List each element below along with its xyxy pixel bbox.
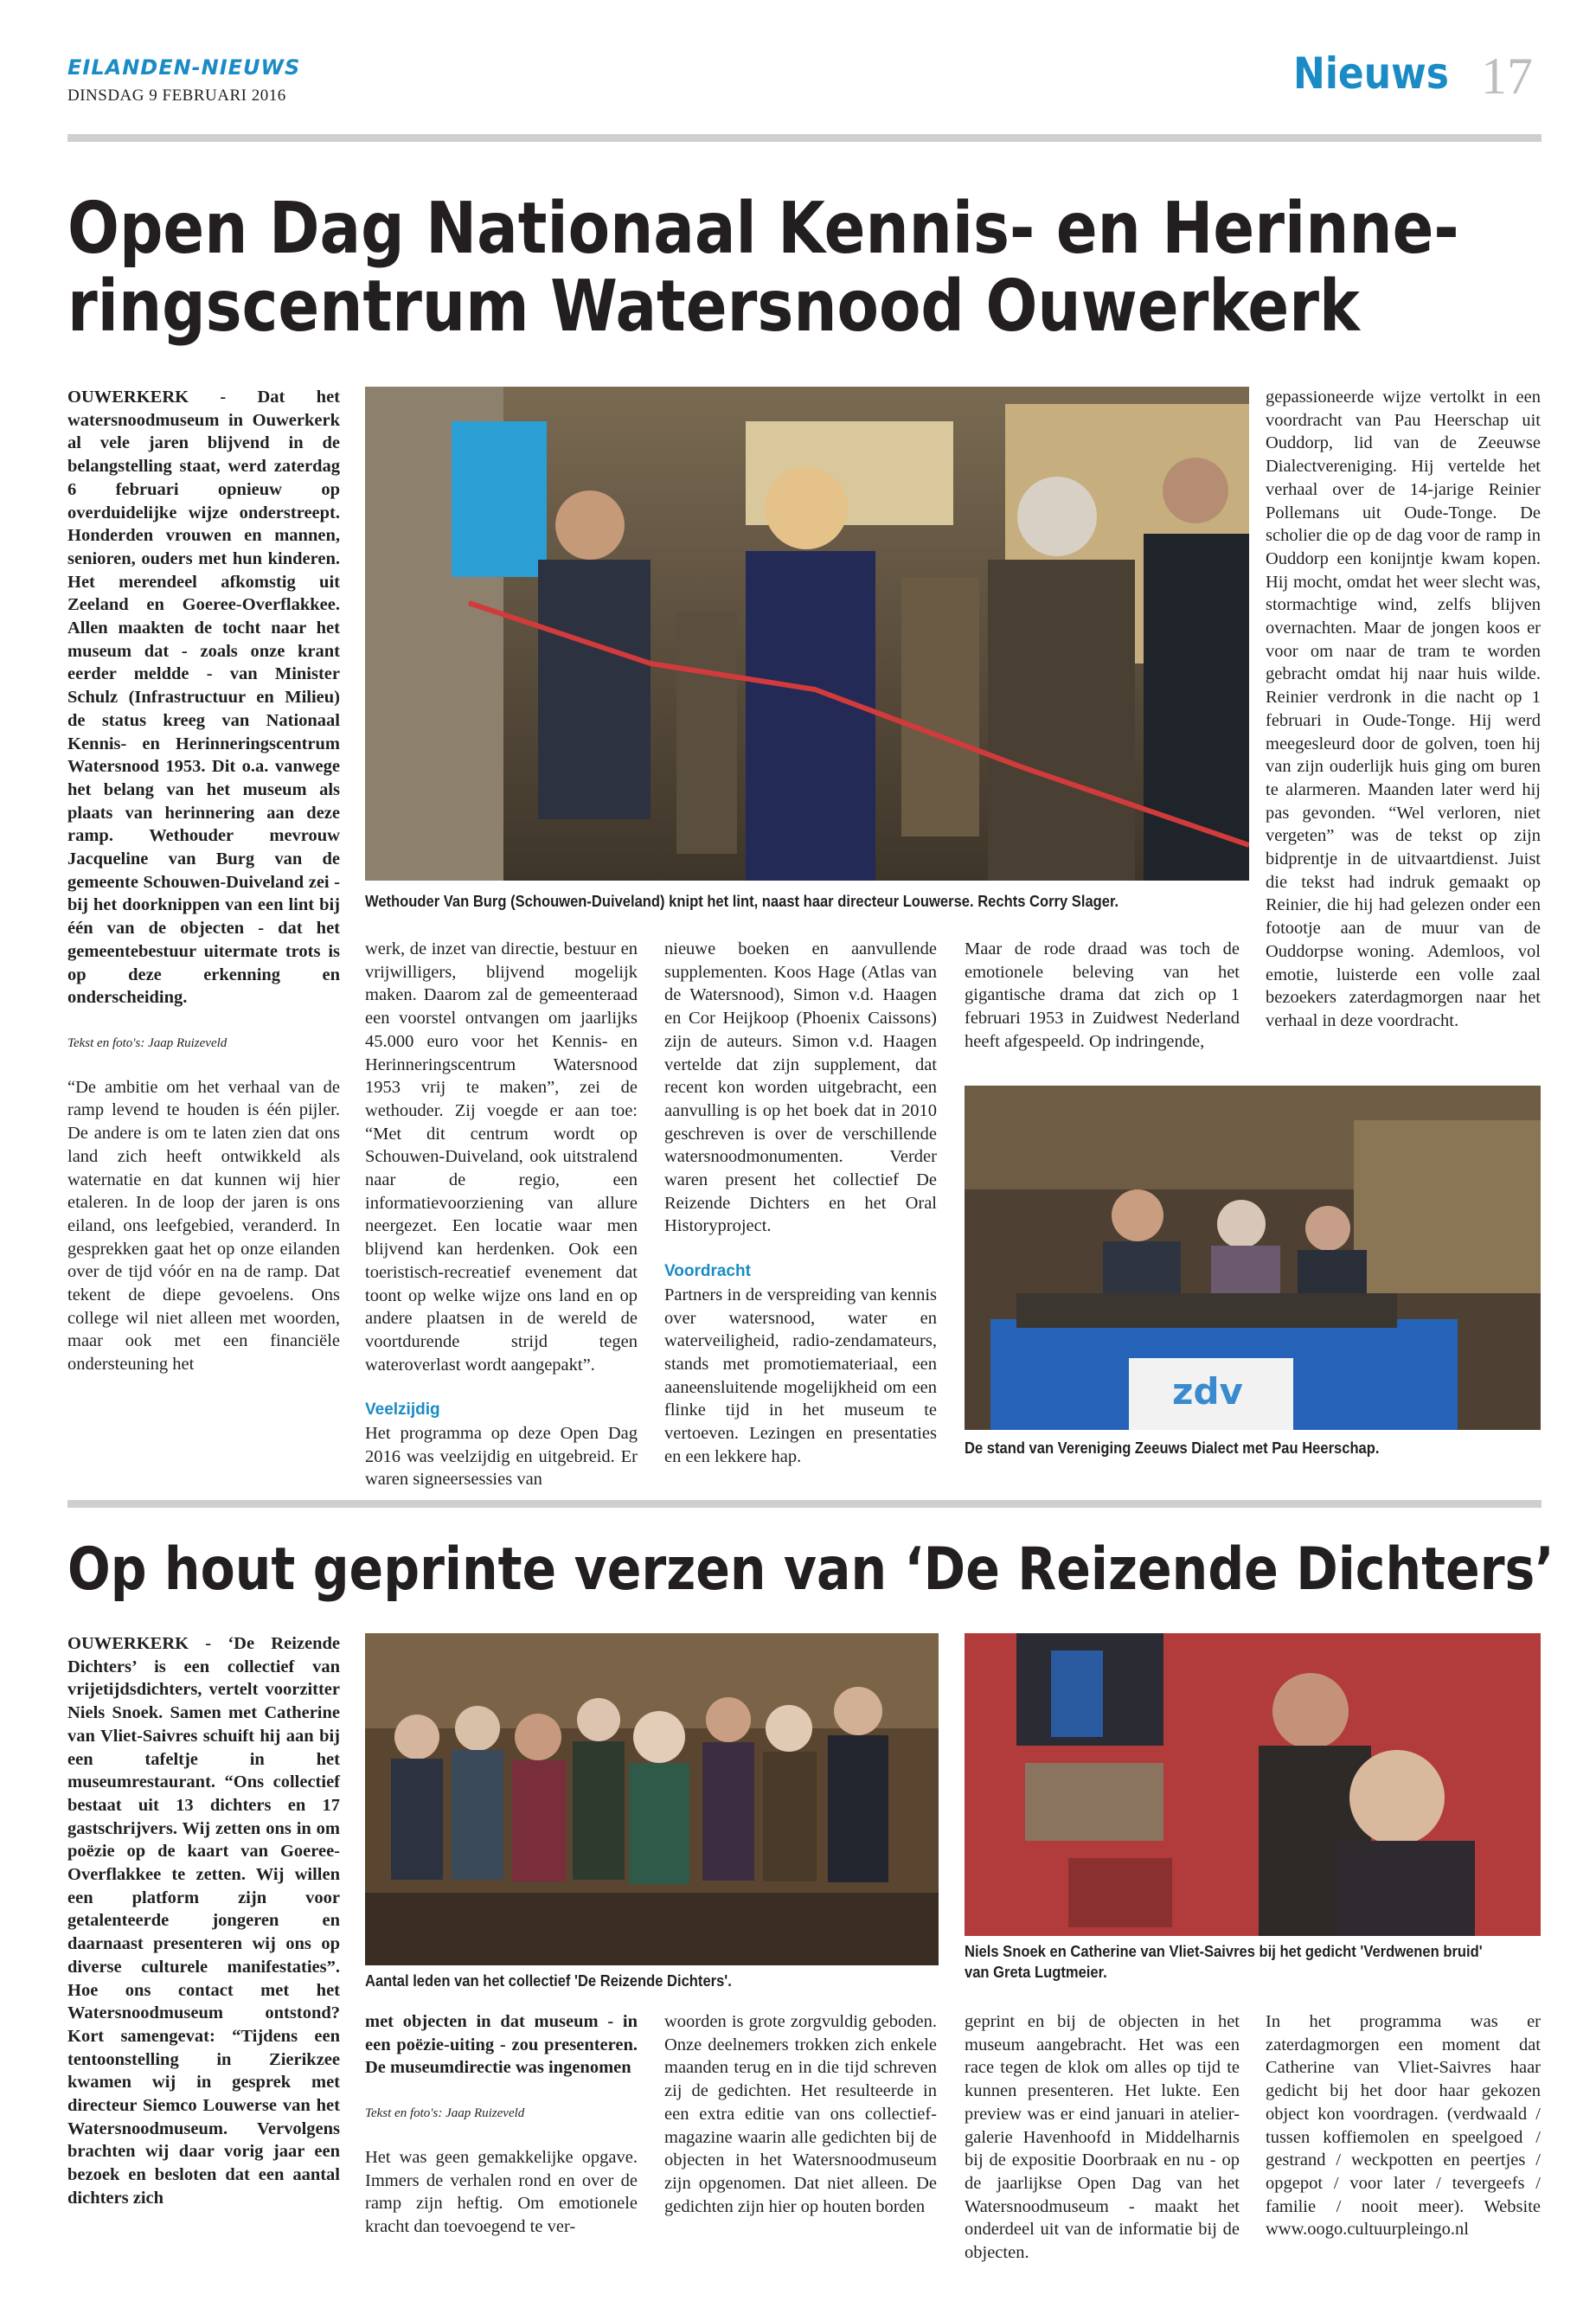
article1-col1-body: “De ambitie om het verhaal van de ramp levend te houden is één pijler. De andere is om te laten zien dat ons land zich heeft ontwikkeld als waternatie en dat kunnen wij hier etaleren. In de loop der jaren is ons eiland, ons leefgebied, veranderd. In gesprekken gaat het op onze eilanden over de tijd vóór en na de ramp. Dat tekent de diepe gevoelens. Ons college wil niet alleen met woorden, maar ook met een financiële ondersteuning het (67, 1077, 340, 1375)
poem-board-caption: Niels Snoek en Catherine van Vliet-Saivres bij het gedicht 'Verdwenen bruid' van Greta Lugtmeier. (965, 1943, 1483, 1981)
article2-lead: OUWERKERK - ‘De Reizende Dichters’ is een collectief van vrijetijdsdichters, vertelt voorzitter Niels Snoek. Samen met Catherine van Vliet-Saivres schuift hij aan bij een tafeltje in het museumrestaurant. “Ons collectief bestaat uit 13 dichters en 17 gastschrijvers. Wij zetten ons in om poëzie op de kaart van Goeree-Overflakkee te zetten. Wij willen een platform zijn voor getalenteerde jongeren en daarnaast presenteren wij ons op diverse culturele manifestaties”. Hoe ons contact met het Watersnoodmuseum ontstond? Kort samengevat: “Tijdens een tentoonstelling in Zierikzee kwamen wij in gesprek met directeur Siemco Louwerse van het Watersnoodmuseum. Vervolgens brachten wij daar vorig jaar een bezoek en besloten dat een aantal dichters zich (67, 1634, 340, 2208)
article1-column-1 (67, 386, 340, 1399)
dialect-stand-photo (965, 1086, 1541, 1430)
article2-col2-body: Het was geen gemakkelijke opgave. Immers de verhalen rond en over de ramp zijn heftig. Om emotionele kracht dan toevoegend te ver- (365, 2147, 638, 2236)
article1-col5-body: gepassioneerde wijze vertolkt in een voordracht van Pau Heerschap uit Ouddorp, lid van de Zeeuwse Dialectvereniging. Hij vertelde het verhaal over de 14-jarige Reinier Pollemans uit Oude-Tonge. De scholier die op de dag voor de ramp in Ouddorp een konijntje kwam kopen. Hij mocht, omdat het weer slecht was, stormachtige wind, zelfs blijven overnachten. Maar de jongen koos er voor om naar de tram te worden gebracht omdat hij naar huis wilde. Reinier verdronk in die nacht op 1 februari in Oude-Tonge. Hij werd meegesleurd door de golven, toen hij van zijn ouderlijk huis ging om buren te alarmeren. Maanden later werd hij pas gevonden. “Wel verloren, niet vergeten” was de tekst op zijn bidprentje in de uitvaartdienst. Juist die tekst had indruk gemaakt op Reinier, die hij had gelezen onder een fotootje aan de muur van de Ouddorpse woning. Ademloos, vol emotie, luisterde een volle zaal bezoekers zaterdagmorgen naar het verhaal in deze voordracht. (1266, 388, 1541, 1030)
article2-headline: Op hout geprinte verzen van ‘De Reizende Dichters’ (67, 1535, 1554, 1604)
ribbon-cutting-caption: Wethouder Van Burg (Schouwen-Duiveland) knipt het lint, naast haar directeur Louwerse. Rechts Corry Slager. (365, 893, 1119, 910)
ribbon-cutting-photo (365, 387, 1249, 881)
article2-column-1 (67, 1632, 340, 2210)
article1-column-5 (1266, 386, 1541, 1033)
poem-board-photo (965, 1633, 1541, 1936)
article1-credit: Tekst en foto's: Jaap Ruizeveld (67, 1035, 228, 1050)
issue-date: DINSDAG 9 FEBRUARI 2016 (67, 87, 286, 105)
article1-column-4 (965, 938, 1240, 1054)
article2-column-2 (365, 2010, 638, 2239)
article1-headline (67, 188, 1459, 349)
subhead-voordracht: Voordracht (664, 1262, 751, 1281)
article2-column-4 (965, 2010, 1240, 2265)
article2-credit: Tekst en foto's: Jaap Ruizeveld (365, 2106, 525, 2121)
article1-col2-body: werk, de inzet van directie, bestuur en vrijwilligers, blijvend mogelijk maken. Daarom zal de gemeenteraad een voorstel ontvangen om jaarlijks 45.000 euro voor het Kennis- en Herinneringscentrum Watersnood 1953 vrij te maken”, zei de wethouder. Zij voegde er aan toe: “Met dit centrum wordt op Schouwen-Duiveland, ook uitstralend naar de regio, een informatievoorziening van allure neergezet. Een locatie waar men blijvend kan herdenken. Ook een toeristisch-recreatief evenement dat toont op welke wijze ons land en op andere plaatsen in de wereld de voortdurende strijd tegen wateroverlast wordt aangepakt”. (365, 939, 638, 1375)
article1-headline-line2: ringscentrum Watersnood Ouwerkerk (67, 266, 1360, 349)
article2-column-5 (1266, 2010, 1541, 2241)
poets-group-photo (365, 1633, 939, 1965)
article2-col2-lead: met objecten in dat museum - in een poëzie-uiting - zou presenteren. De museumdirectie was ingenomen (365, 2012, 638, 2078)
article1-headline-line1: Open Dag Nationaal Kennis- en Herinne- (67, 188, 1459, 270)
article1-column-2 (365, 938, 638, 1514)
newspaper-brand: EILANDEN-NIEUWS (67, 55, 301, 80)
article2-column-3 (664, 2010, 937, 2218)
poets-group-caption: Aantal leden van het collectief 'De Reizende Dichters'. (365, 1972, 732, 1990)
article1-lead: OUWERKERK - Dat het watersnoodmuseum in Ouwerkerk al vele jaren blijvend in de belangstelling staat, werd zaterdag 6 februari opnieuw op overduidelijke wijze onderstreept. Honderden vrouwen en mannen, senioren, ouders met hun kinderen. Het merendeel afkomstig uit Zeeland en Goeree-Overflakkee. Allen maakten de tocht naar het museum dat - zoals onze krant eerder meldde - van Minister Schulz (Infrastructuur en Milieu) de status kreeg van Nationaal Kennis- en Herinneringscentrum Watersnood 1953. Dit o.a. vanwege het belang van het museum als plaats van herinnering aan deze ramp. Wethouder mevrouw Jacqueline van Burg van de gemeente Schouwen-Duiveland zei - bij het doorknippen van een lint bij één van de objecten - dat het gemeentebestuur uitermate trots is op deze erkenning en onderscheiding. (67, 388, 340, 1008)
zdv-banner-text: zdv (1172, 1370, 1243, 1413)
article1-col2-tail: Het programma op deze Open Dag 2016 was veelzijdig en uitgebreid. Er waren signeersessies van (365, 1424, 638, 1490)
section-title: Nieuws (1293, 48, 1449, 99)
article1-col3-tail: Partners in de verspreiding van kennis over watersnood, water en waterveiligheid, radio-zendamateurs, stands met promotiemateriaal, een aaneensluitende mogelijkheid om een flinke tijd in het museum te vertoeven. Lezingen en presentaties en een lekkere hap. (664, 1285, 937, 1466)
article2-col3-body: woorden is grote zorgvuldig geboden. Onze deelnemers trokken zich enkele maanden terug en in die tijd schreven zij de gedichten. Het resulteerde in een extra editie van ons collectief-magazine waarin alle gedichten bij de objecten in het Watersnoodmuseum zijn opgenomen. Dat niet alleen. De gedichten zijn hier op houten borden (664, 2012, 937, 2216)
article1-column-3 (664, 938, 937, 1490)
article1-col3-body: nieuwe boeken en aanvullende supplementen. Koos Hage (Atlas van de Watersnood), Simon v.d. Haagen en Cor Heijkoop (Phoenix Caissons) zijn de auteurs. Simon v.d. Haagen vertelde dat zijn supplement, dat recent kon worden uitgebracht, een aanvulling is op het boek dat in 2010 geschreven is over de verschillende watersnoodmonumenten. Verder waren present het collectief De Reizende Dichters en het Oral Historyproject. (664, 939, 937, 1236)
article2-col5-body: In het programma was er zaterdagmorgen een moment dat Catherine van Vliet-Saivres haar gedicht bij het door haar gekozen object kon voordragen. (verdwaald / tussen koffiemolen en speelgoed / gestrand / weckpotten en peertjes / opgepot / voor later / tevergeefs / familie / nooit meer). Website www.oogo.cultuurpleingo.nl (1266, 2012, 1541, 2240)
article1-col4-body: Maar de rode draad was toch de emotionele beleving van het gigantische drama dat zich op 1 februari 1953 in Zuidwest Nederland heeft afgespeeld. Op indringende, (965, 939, 1240, 1051)
dialect-stand-caption: De stand van Vereniging Zeeuws Dialect met Pau Heerschap. (965, 1439, 1380, 1457)
top-rule (67, 134, 1542, 142)
page-number: 17 (1481, 48, 1533, 105)
subhead-veelzijdig: Veelzijdig (365, 1400, 440, 1420)
middle-rule (67, 1500, 1542, 1508)
article2-col4-body: geprint en bij de objecten in het museum aangebracht. Het was een race tegen de klok om alles op tijd te kunnen presenteren. Het lukte. Een preview was er eind januari in atelier-galerie Havenhoofd in Middelharnis bij de expositie Doorbraak en nu - op de jaarlijkse Open Dag van het Watersnoodmuseum - maakt het onderdeel uit van de informatie bij de objecten. (965, 2012, 1240, 2263)
